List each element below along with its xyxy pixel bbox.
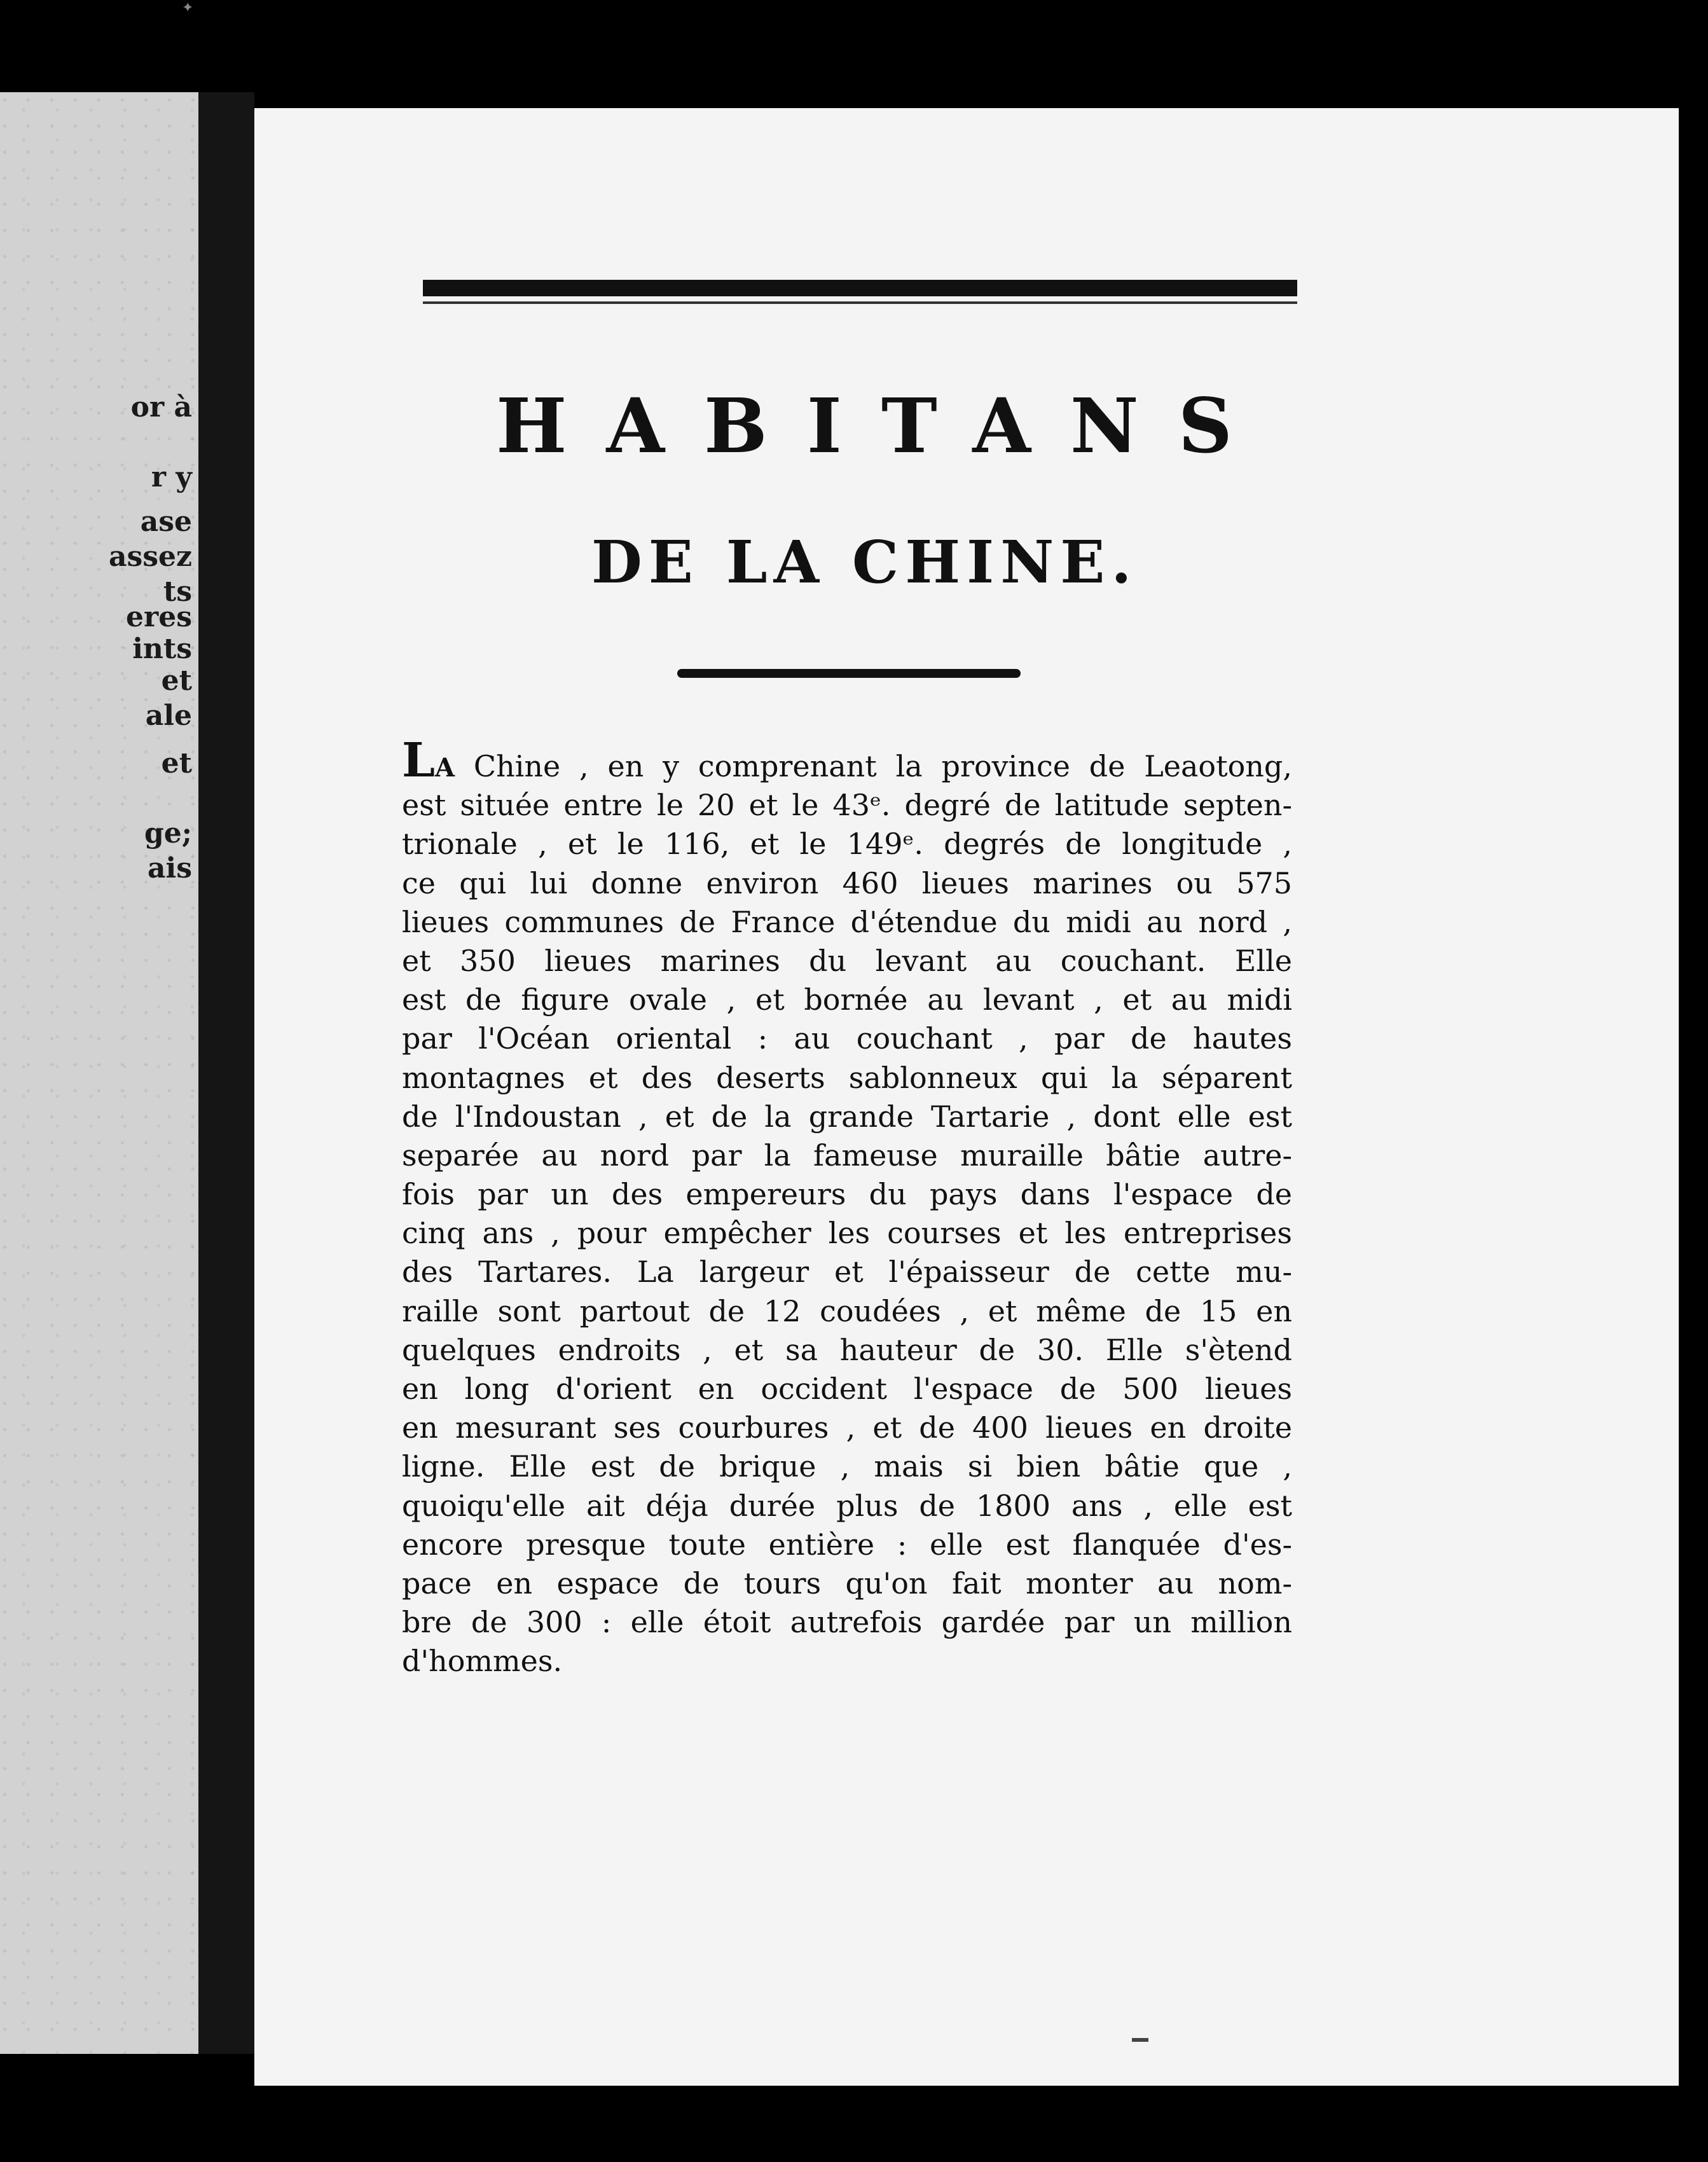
body-line-first	[402, 733, 1292, 788]
body-line: quelques endroits , et sa hauteur de 30. Elle s'ètend	[402, 1332, 1292, 1367]
body-line: ce qui lui donne environ 460 lieues marines ou 575	[402, 865, 1292, 900]
body-line: en mesurant ses courbures , et de 400 lieues en droite	[402, 1410, 1292, 1445]
body-line: ligne. Elle est de brique , mais si bien bâtie que ,	[402, 1449, 1292, 1484]
top-rule-thin	[423, 301, 1297, 304]
body-line: bre de 300 : elle étoit autrefois gardée par un million	[402, 1605, 1292, 1640]
page-subtitle: DE LA CHINE.	[591, 528, 1138, 596]
facing-page-fragment: ge;	[144, 817, 192, 850]
facing-page-fragment: r y	[151, 461, 192, 493]
facing-page	[0, 92, 198, 2054]
scan-corner-mark: ✦	[182, 0, 194, 16]
facing-page-fragment: et	[161, 747, 192, 780]
book-binding	[198, 92, 254, 2054]
body-line: cinq ans , pour empêcher les courses et les entreprises	[402, 1216, 1292, 1251]
facing-page-fragment: ais	[148, 852, 192, 885]
body-line: est de figure ovale , et bornée au levant , et au midi	[402, 982, 1292, 1017]
body-paragraph	[402, 733, 1292, 1681]
body-line: montagnes et des deserts sablonneux qui la séparent	[402, 1060, 1292, 1095]
page-title: HABITANS	[496, 382, 1272, 470]
facing-page-fragment: eres	[126, 601, 192, 633]
facing-page-fragment: ase	[140, 506, 192, 538]
facing-page-fragment: or à	[130, 391, 192, 423]
initial-small-caps: A	[435, 753, 455, 783]
body-line-last: d'hommes.	[402, 1644, 563, 1679]
body-line: encore presque toute entière : elle est flanquée d'es-	[402, 1527, 1292, 1562]
body-line: fois par un des empereurs du pays dans l'espace de	[402, 1177, 1292, 1212]
facing-page-fragment: ints	[132, 633, 192, 665]
top-rule	[423, 280, 1297, 296]
bottom-mark	[1132, 2038, 1148, 2042]
body-line: separée au nord par la fameuse muraille bâtie autre-	[402, 1138, 1292, 1173]
body-line-text: Chine , en y comprenant la province de Leaotong,	[473, 749, 1292, 783]
facing-page-fragment: ts	[163, 575, 192, 608]
body-line: lieues communes de France d'étendue du midi au nord ,	[402, 904, 1292, 939]
body-line: en long d'orient en occident l'espace de 500 lieues	[402, 1372, 1292, 1406]
body-line: est située entre le 20 et le 43ᵉ. degré de latitude septen-	[402, 788, 1292, 823]
body-line: de l'Indoustan , et de la grande Tartarie , dont elle est	[402, 1099, 1292, 1134]
facing-page-fragment: et	[161, 664, 192, 697]
body-line: pace en espace de tours qu'on fait monter au nom-	[402, 1566, 1292, 1601]
body-line: par l'Océan oriental : au couchant , par de hautes	[402, 1021, 1292, 1056]
body-line: des Tartares. La largeur et l'épaisseur de cette mu-	[402, 1255, 1292, 1290]
body-line: raille sont partout de 12 coudées , et même de 15 en	[402, 1293, 1292, 1328]
body-line: quoiqu'elle ait déja durée plus de 1800 ans , elle est	[402, 1488, 1292, 1523]
body-line: et 350 lieues marines du levant au couchant. Elle	[402, 943, 1292, 978]
body-line: trionale , et le 116, et le 149ᵉ. degrés de longitude ,	[402, 827, 1292, 862]
drop-initial: L	[402, 733, 436, 788]
facing-page-fragment: ale	[145, 699, 192, 732]
facing-page-fragment: assez	[108, 540, 192, 573]
ornamental-rule	[677, 669, 1021, 678]
